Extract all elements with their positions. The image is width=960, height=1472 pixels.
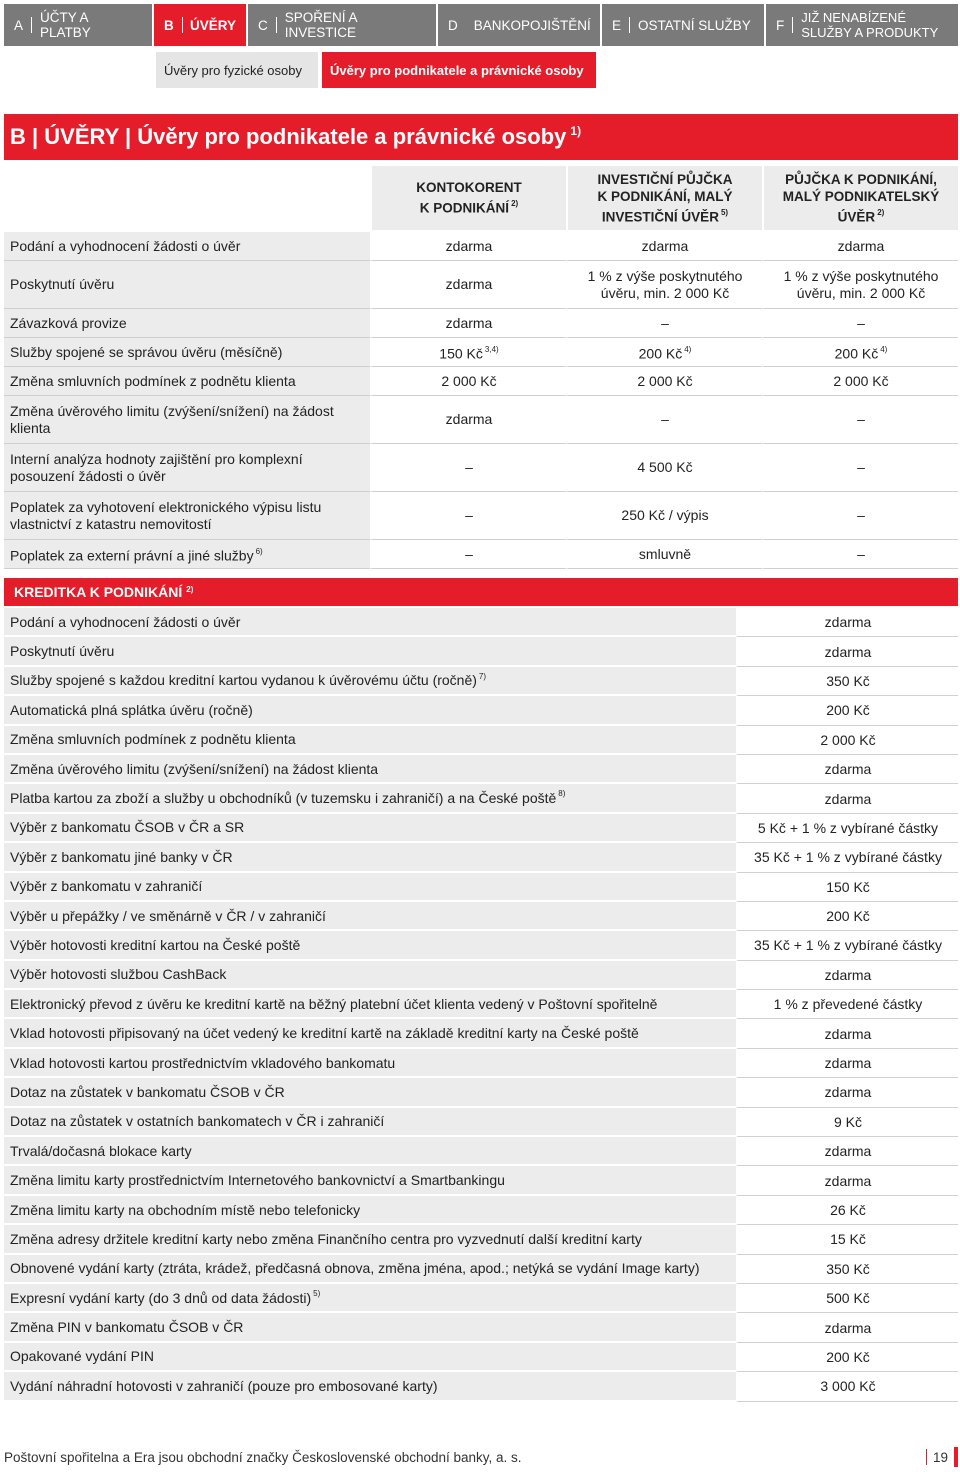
table-row: Vklad hotovosti kartou prostřednictvím vkladového bankomatu zdarma — [4, 1049, 958, 1078]
table-row: Vydání náhradní hotovosti v zahraničí (pouze pro embosované karty) 3 000 Kč — [4, 1372, 958, 1401]
table-row: Změna úvěrového limitu (zvýšení/snížení) na žádost klienta zdarma — [4, 755, 958, 784]
tab-ostatni-sluzby[interactable]: E OSTATNÍ SLUŽBY — [602, 4, 764, 46]
table-row: Dotaz na zůstatek v bankomatu ČSOB v ČR zdarma — [4, 1078, 958, 1107]
tab-uvery[interactable]: B ÚVĚRY — [154, 4, 246, 46]
footer-text: Poštovní spořitelna a Era jsou obchodní značky Československé obchodní banky, a. s. — [4, 1449, 522, 1465]
section-nav — [4, 4, 958, 46]
table-row: Podání a vyhodnocení žádosti o úvěr zdarma — [4, 608, 958, 637]
table-row: Interní analýza hodnoty zajištění pro komplexní posouzení žádosti o úvěr – 4 500 Kč – — [4, 444, 958, 492]
tab-sporeni-a-investice[interactable]: C SPOŘENÍ A INVESTICE — [248, 4, 436, 46]
tab-ucty-a-platby[interactable]: A ÚČTY A PLATBY — [4, 4, 152, 46]
table-row: Platba kartou za zboží a služby u obchodníků (v tuzemsku i zahraničí) a na České poště $^{8)}$ zdarma — [4, 784, 958, 813]
table-row: Změna adresy držitele kreditní karty nebo změna Finančního centra pro vyzvednutí další kreditní karty 15 Kč — [4, 1225, 958, 1254]
table-row: Změna smluvních podmínek z podnětu klienta 2 000 Kč 2 000 Kč 2 000 Kč — [4, 367, 958, 396]
column-header: PŮJČKA K PODNIKÁNÍ, MALÝ PODNIKATELSKÝ ÚVĚR $^{2)}$ — [762, 166, 958, 232]
column-header: KONTOKORENT K PODNIKÁNÍ $^{2)}$ — [370, 166, 566, 232]
sub-nav — [156, 52, 596, 88]
table-row: Změna PIN v bankomatu ČSOB v ČR zdarma — [4, 1313, 958, 1342]
subtab-fyzicke-osoby[interactable]: Úvěry pro fyzické osoby — [156, 52, 318, 88]
table-row: Změna úvěrového limitu (zvýšení/snížení) na žádost klienta zdarma – – — [4, 396, 958, 444]
table-row: Poplatek za externí právní a jiné služby $^{6)}$ – smluvně – — [4, 540, 958, 569]
table-row: Elektronický převod z úvěru ke kreditní kartě na běžný platební účet klienta vedený v Poštovní spořitelně 1 % z převedené částky — [4, 990, 958, 1019]
table-row: Výběr u přepážky / ve směnárně v ČR / v zahraničí 200 Kč — [4, 902, 958, 931]
table-row: Výběr hotovosti službou CashBack zdarma — [4, 961, 958, 990]
table-row: Poskytnutí úvěru zdarma — [4, 637, 958, 666]
column-header: INVESTIČNÍ PŮJČKA K PODNIKÁNÍ, MALÝ INVESTIČNÍ ÚVĚR $^{5)}$ — [566, 166, 762, 232]
page-title: B | ÚVĚRY | Úvěry pro podnikatele a právnické osoby $^{1)}$ — [4, 114, 958, 160]
table-row: Opakované vydání PIN 200 Kč — [4, 1343, 958, 1372]
table-row: Změna limitu karty prostřednictvím Internetového bankovnictví a Smartbankingu zdarma — [4, 1166, 958, 1195]
kreditka-fees-table — [4, 608, 958, 1402]
kreditka-section-title: KREDITKA K PODNIKÁNÍ $^{2)}$ — [4, 578, 958, 606]
page-number: 19 — [926, 1447, 958, 1467]
table-row: Výběr z bankomatu ČSOB v ČR a SR 5 Kč + 1 % z vybírané částky — [4, 814, 958, 843]
table-row: Obnovené vydání karty (ztráta, krádež, předčasná obnova, změna jména, apod.; netýká se vydání Image karty) 350 Kč — [4, 1255, 958, 1284]
table-row: Trvalá/dočasná blokace karty zdarma — [4, 1137, 958, 1166]
subtab-podnikatele[interactable]: Úvěry pro podnikatele a právnické osoby — [322, 52, 596, 88]
tab-bankopojisteni[interactable]: D BANKOPOJIŠTĚNÍ — [438, 4, 600, 46]
table-row: Vklad hotovosti připisovaný na účet vedený ke kreditní kartě na základě kreditní karty na České poště zdarma — [4, 1019, 958, 1048]
table-row: Podání a vyhodnocení žádosti o úvěr zdarma zdarma zdarma — [4, 232, 958, 261]
table-row: Poplatek za vyhotovení elektronického výpisu listu vlastnictví z katastru nemovitostí – 250 Kč / výpis – — [4, 492, 958, 540]
table-row: Dotaz na zůstatek v ostatních bankomatech v ČR i zahraničí 9 Kč — [4, 1108, 958, 1137]
table-row: Výběr z bankomatu jiné banky v ČR 35 Kč + 1 % z vybírané částky — [4, 843, 958, 872]
table-row: Výběr hotovosti kreditní kartou na České poště 35 Kč + 1 % z vybírané částky — [4, 931, 958, 960]
loan-fees-table — [4, 166, 958, 569]
tab-jiz-nenabizene[interactable]: F JIŽ NENABÍZENÉ SLUŽBY A PRODUKTY — [766, 4, 958, 46]
table-row: Změna smluvních podmínek z podnětu klienta 2 000 Kč — [4, 726, 958, 755]
table-row: Automatická plná splátka úvěru (ročně) 200 Kč — [4, 696, 958, 725]
table-row: Služby spojené s každou kreditní kartou vydanou k úvěrovému účtu (ročně) $^{7)}$ 350 Kč — [4, 667, 958, 696]
table-row: Expresní vydání karty (do 3 dnů od data žádosti) $^{5)}$ 500 Kč — [4, 1284, 958, 1313]
table-row: Poskytnutí úvěru zdarma 1 % z výše poskytnutého úvěru, min. 2 000 Kč 1 % z výše poskytnutého úvěru, min. 2 000 Kč — [4, 261, 958, 309]
page-footer — [4, 1446, 958, 1468]
table-row: Závazková provize zdarma – – — [4, 309, 958, 338]
table-row: Služby spojené se správou úvěru (měsíčně) 150 Kč $^{3,4)}$ 200 Kč $^{4)}$ 200 Kč $^{4)}$ — [4, 338, 958, 367]
table-row: Výběr z bankomatu v zahraničí 150 Kč — [4, 873, 958, 902]
table-row: Změna limitu karty na obchodním místě nebo telefonicky 26 Kč — [4, 1196, 958, 1225]
